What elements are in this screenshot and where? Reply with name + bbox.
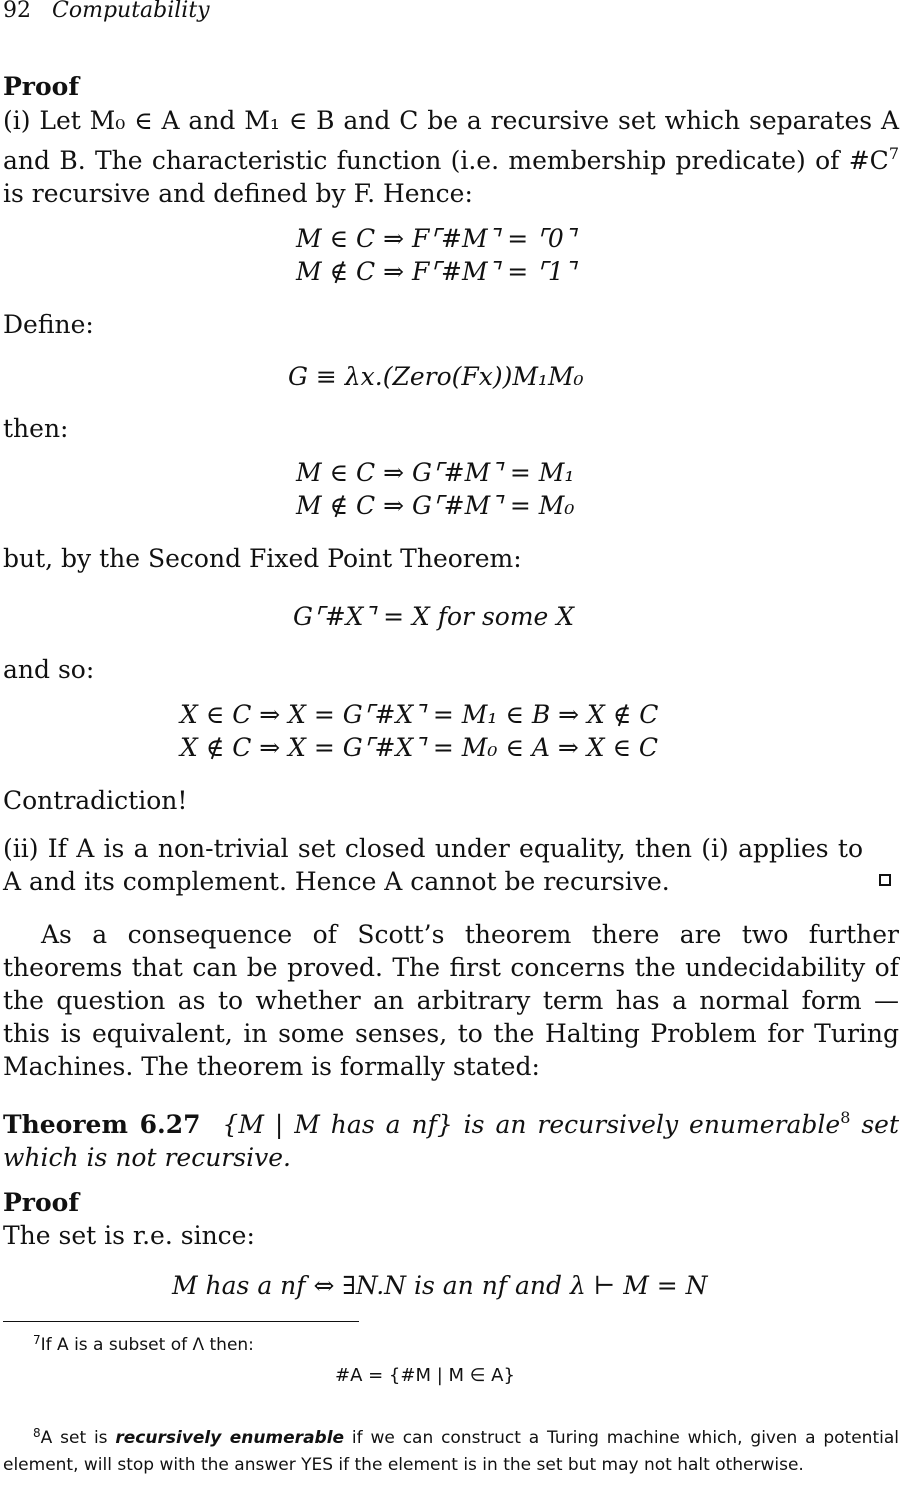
re-sentence: The set is r.e. since: bbox=[3, 1221, 255, 1250]
footnote-8-text-b: if we can construct a Turing machine which, given a potential element, will stop with the answer YES if the element is in the set but may not halt otherwise. bbox=[3, 1428, 899, 1475]
footnote-7-equation: #A = {#M | M ∈ A} bbox=[335, 1365, 515, 1386]
and-so-label: and so: bbox=[3, 655, 95, 684]
theorem-statement-a: {M | M has a nf} is an recursively enumerable bbox=[222, 1110, 841, 1139]
running-title: Computability bbox=[52, 0, 210, 23]
contradiction-text: Contradiction! bbox=[3, 786, 188, 815]
equation-case-notin: X ∉ C ⇒ X = G⌜#X⌝ = M₀ ∈ A ⇒ X ∈ C bbox=[180, 733, 659, 762]
define-label: Define: bbox=[3, 310, 94, 339]
footnote-7 bbox=[33, 1327, 893, 1359]
footnote-7-mark: 7 bbox=[33, 1333, 41, 1347]
theorem-6-27 bbox=[3, 1101, 899, 1174]
equation-fixed-point: G⌜#X⌝ = X for some X bbox=[293, 602, 575, 631]
footnote-mark-8: 8 bbox=[840, 1108, 851, 1127]
proof-heading-2: Proof bbox=[3, 1188, 80, 1217]
equation-case-in: X ∈ C ⇒ X = G⌜#X⌝ = M₁ ∈ B ⇒ X ∉ C bbox=[180, 700, 659, 729]
footnote-7-text: If A is a subset of Λ then: bbox=[40, 1335, 254, 1355]
proof-paragraph-1-end: is recursive and defined by F. Hence: bbox=[3, 179, 473, 208]
footnote-8-term: recursively enumerable bbox=[115, 1428, 345, 1448]
page-number: 92 bbox=[3, 0, 31, 23]
equation-membership-0: M ∈ C ⇒ F⌜#M⌝ = ⌜0⌝ bbox=[296, 224, 576, 253]
fixed-point-sentence: but, by the Second Fixed Point Theorem: bbox=[3, 544, 522, 573]
proof-paragraph-1-text: (i) Let M₀ ∈ A and M₁ ∈ B and C be a recursive set which separates A and B. The characteristic function (i.e. membership predicate) of #C bbox=[3, 106, 899, 175]
theorem-label: Theorem 6.27 bbox=[3, 1110, 201, 1139]
proof-paragraph-1 bbox=[3, 104, 899, 210]
then-label: then: bbox=[3, 414, 69, 443]
footnote-8-mark: 8 bbox=[33, 1426, 41, 1440]
equation-membership-1: M ∉ C ⇒ F⌜#M⌝ = ⌜1⌝ bbox=[296, 257, 576, 286]
proof-part-ii: (ii) If A is a non-trivial set closed under equality, then (i) applies to A and its complement. Hence A cannot be recursive. bbox=[3, 834, 863, 896]
footnote-rule bbox=[3, 1321, 359, 1322]
theorem-statement-b: set which is not recursive. bbox=[3, 1110, 900, 1172]
equation-g-m0: M ∉ C ⇒ G⌜#M⌝ = M₀ bbox=[296, 491, 575, 520]
consequence-paragraph: As a consequence of Scott’s theorem there are two further theorems that can be proved. The first concerns the undecidability of the question as to whether an arbitrary term has a normal form — this is equivalent, in some senses, to the Halting Problem for Turing Machines. The theorem is formally stated: bbox=[3, 920, 899, 1081]
qed-box bbox=[879, 874, 891, 886]
running-header bbox=[3, 0, 210, 23]
footnote-8 bbox=[3, 1420, 899, 1479]
equation-normal-form: M has a nf ⇔ ∃N.N is an nf and λ ⊢ M = N bbox=[172, 1271, 708, 1300]
footnote-8-text-a: A set is bbox=[40, 1428, 116, 1448]
equation-g-m1: M ∈ C ⇒ G⌜#M⌝ = M₁ bbox=[296, 458, 575, 487]
proof-heading: Proof bbox=[3, 72, 80, 101]
equation-definition-g: G ≡ λx.(Zero(Fx))M₁M₀ bbox=[288, 362, 584, 391]
footnote-mark-7: 7 bbox=[888, 144, 899, 163]
